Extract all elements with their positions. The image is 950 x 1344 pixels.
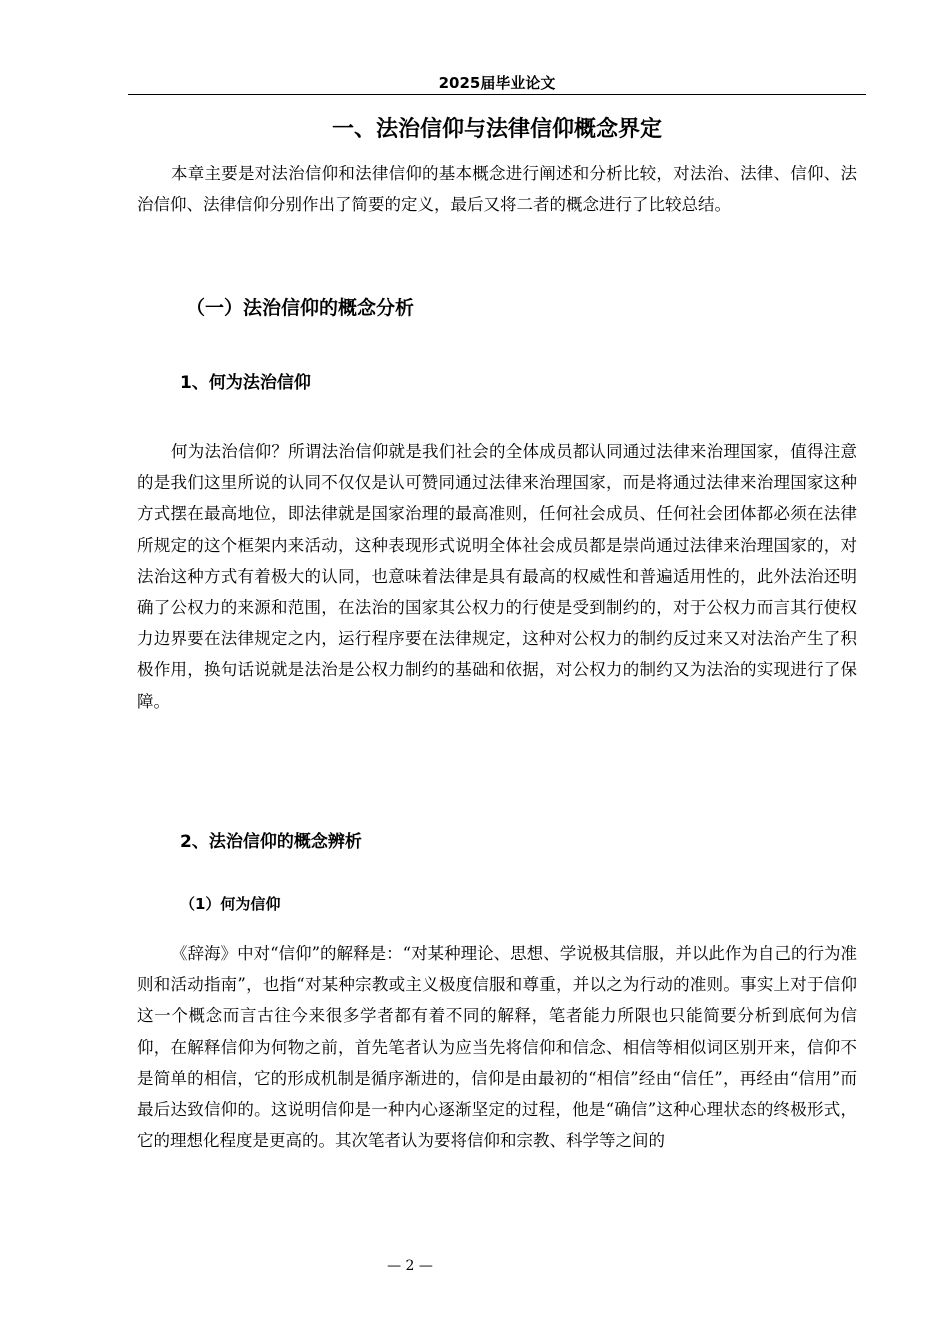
subsection-heading-2: 2、法治信仰的概念辨析 <box>180 832 362 852</box>
subsection-1-paragraph: 何为法治信仰？所谓法治信仰就是我们社会的全体成员都认同通过法律来治理国家，值得注意的是我们这里所说的认同不仅仅是认可赞同通过法律来治理国家，而是将通过法律来治理国家这种方式摆在最高地位，即法律就是国家治理的最高准则，任何社会成员、任何社会团体都必须在法律所规定的这个框架内来活动，这种表现形式说明全体社会成员都是崇尚通过法律来治理国家的，对法治这种方式有着极大的认同，也意味着法律是具有最高的权威性和普遍适用性的，此外法治还明确了公权力的来源和范围，在法治的国家其公权力的行使是受到制约的，对于公权力而言其行使权力边界要在法律规定之内，运行程序要在法律规定，这种对公权力的制约反过来又对法治产生了积极作用，换句话说就是法治是公权力制约的基础和依据，对公权力的制约又为法治的实现进行了保障。 <box>137 442 857 711</box>
page-header <box>128 72 866 95</box>
page-number: — 2 — <box>387 1258 433 1274</box>
item-1-paragraph: 《辞海》中对“信仰”的解释是：“对某种理论、思想、学说极其信服，并以此作为自己的行为准则和活动指南”，也指“对某种宗教或主义极度信服和尊重，并以之为行动的准则。事实上对于信仰这一个概念而言古往今来很多学者都有着不同的解释，笔者能力所限也只能简要分析到底何为信仰，在解释信仰为何物之前，首先笔者认为应当先将信仰和信念、相信等相似词区别开来，信仰不是简单的相信，它的形成机制是循序渐进的，信仰是由最初的“相信”经由“信任”，再经由“信用”而最后达致信仰的。这说明信仰是一种内心逐渐坚定的过程，他是“确信”这种心理状态的终极形式，它的理想化程度是更高的。其次笔者认为要将信仰和宗教、科学等之间的 <box>137 944 857 1151</box>
section-heading: （一）法治信仰的概念分析 <box>186 297 415 319</box>
header-title: 2025届毕业论文 <box>438 74 556 92</box>
chapter-intro-paragraph: 本章主要是对法治信仰和法律信仰的基本概念进行阐述和分析比较，对法治、法律、信仰、法治信仰、法律信仰分别作出了简要的定义，最后又将二者的概念进行了比较总结。 <box>137 164 857 215</box>
chapter-title: 一、法治信仰与法律信仰概念界定 <box>331 117 662 142</box>
item-heading-1: （1）何为信仰 <box>180 895 281 913</box>
subsection-heading-1: 1、何为法治信仰 <box>180 373 311 393</box>
